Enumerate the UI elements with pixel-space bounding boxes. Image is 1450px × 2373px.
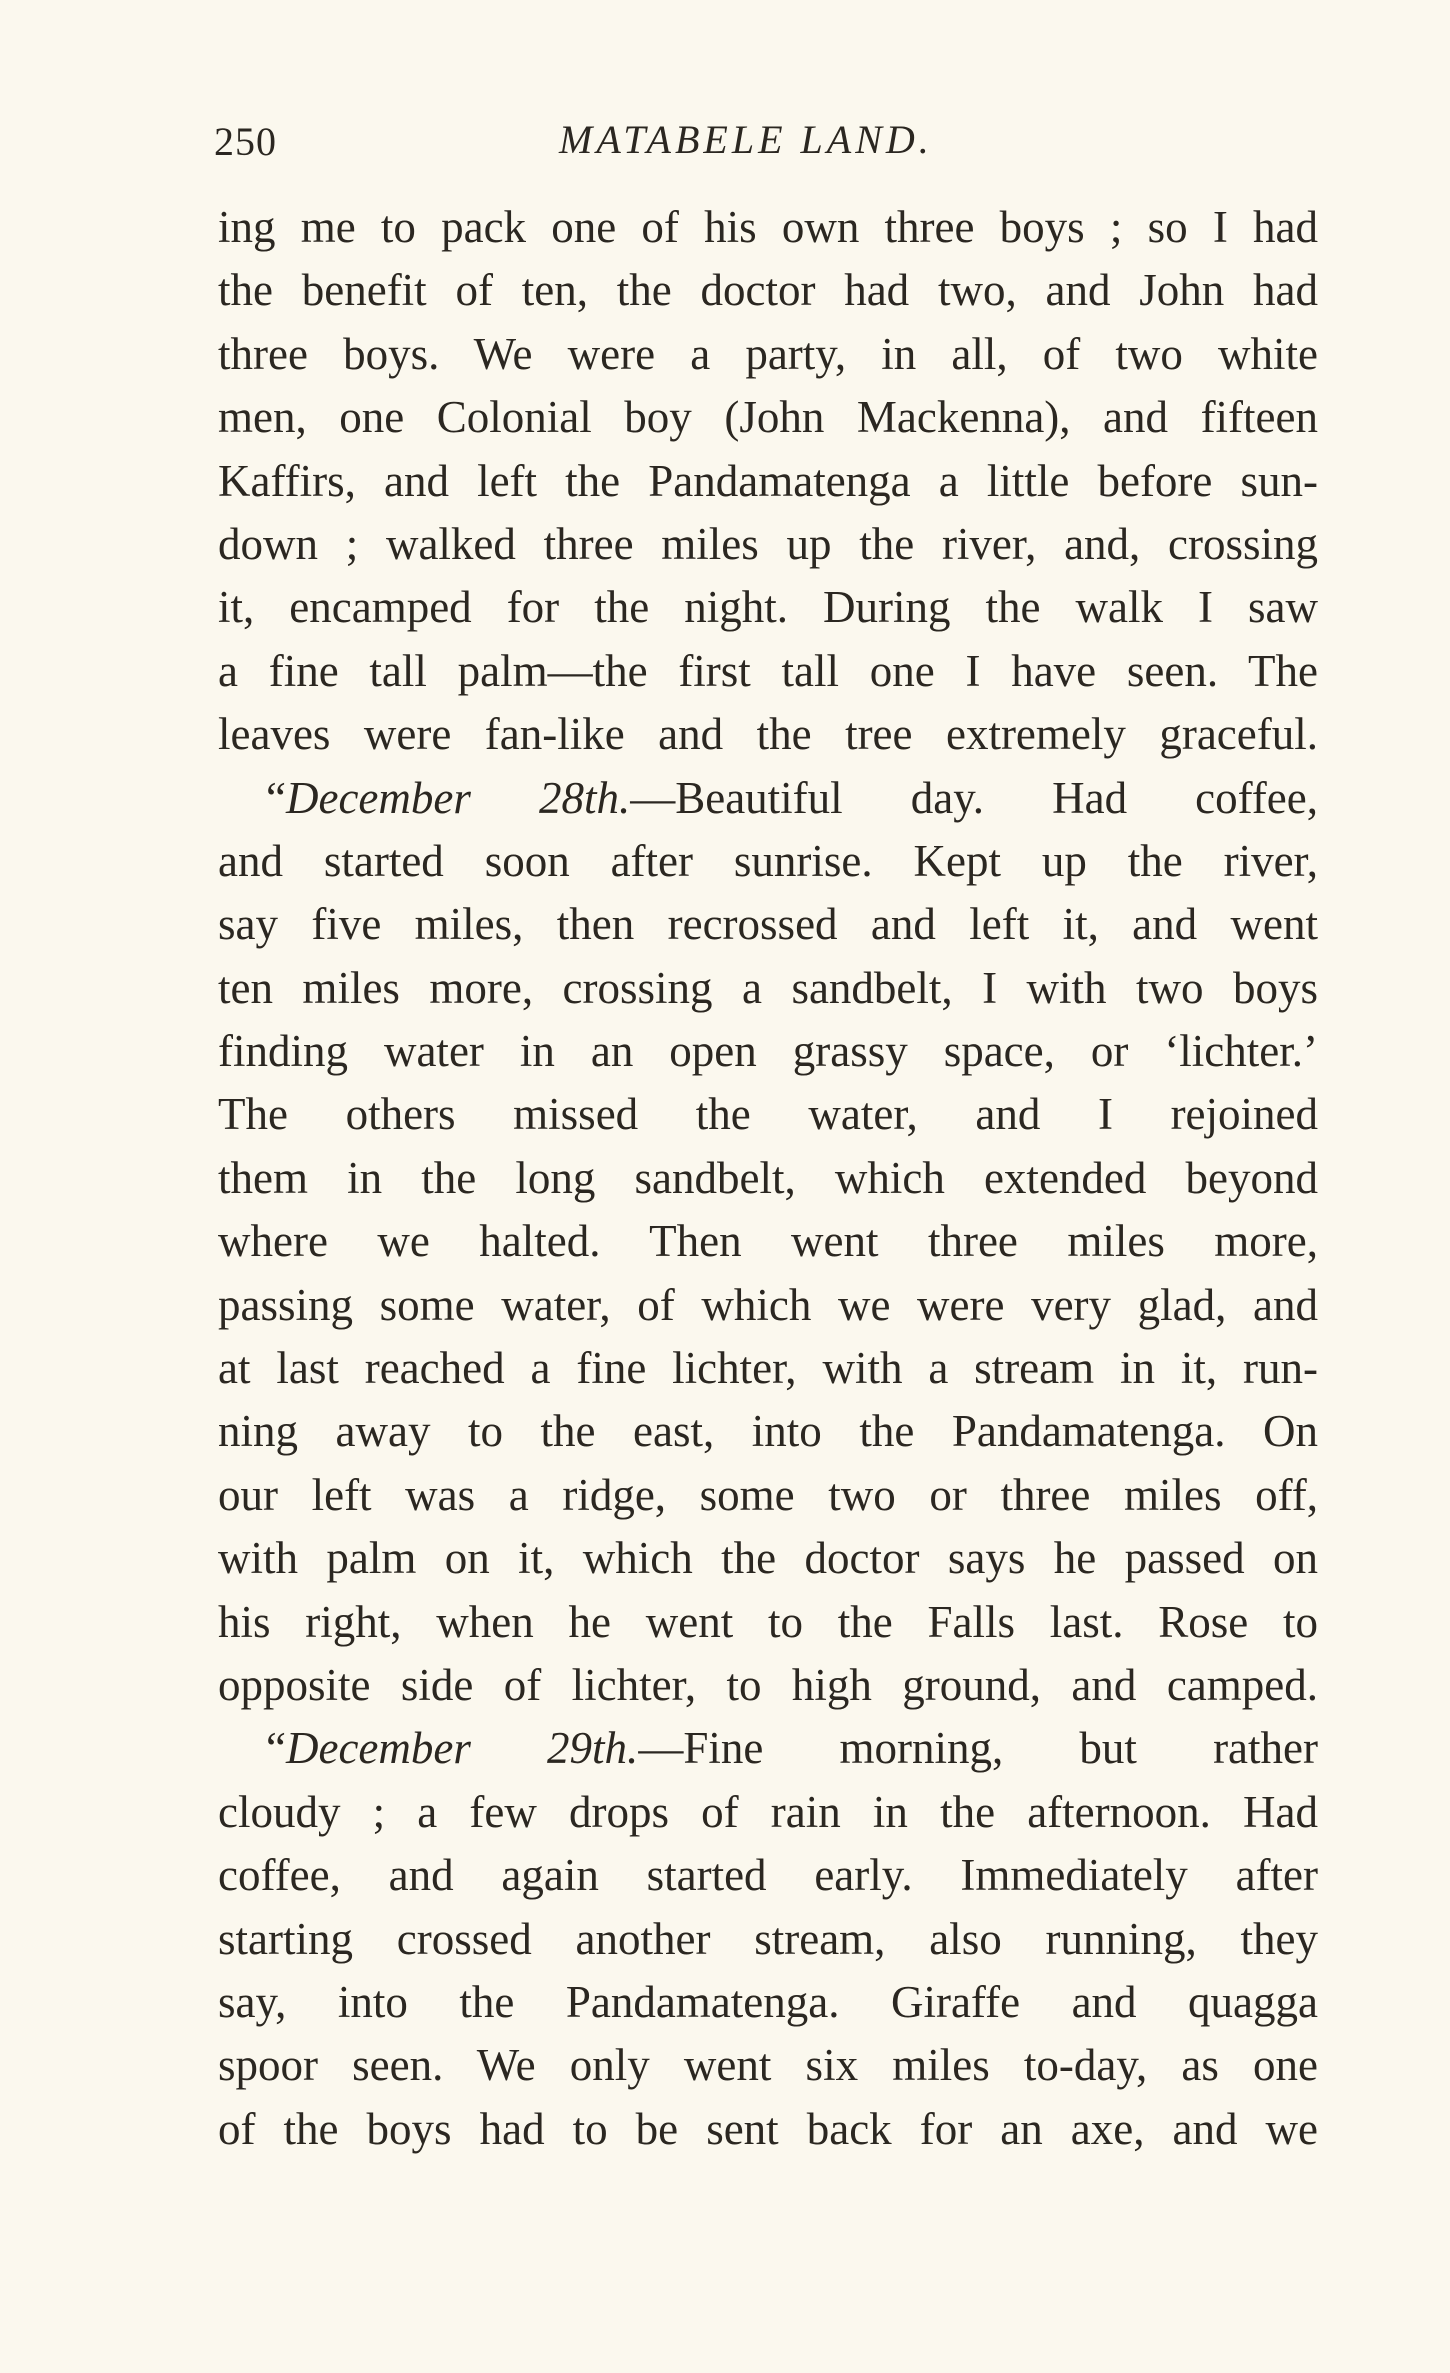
text-line: spoor seen. We only went six miles to-day, as one bbox=[218, 2040, 1318, 2091]
paragraph-opening-text: —Beautiful day. Had coffee, bbox=[630, 772, 1318, 823]
text-line: finding water in an open grassy space, or ‘lichter.’ bbox=[218, 1026, 1318, 1077]
page-number: 250 bbox=[214, 119, 277, 164]
dateline: December 29th. bbox=[285, 1723, 639, 1774]
text-line: his right, when he went to the Falls last. Rose to bbox=[218, 1596, 1318, 1647]
text-line: coffee, and again started early. Immediately after bbox=[218, 1850, 1318, 1901]
text-line: ning away to the east, into the Pandamatenga. On bbox=[218, 1406, 1318, 1457]
text-line: and started soon after sunrise. Kept up the river, bbox=[218, 835, 1318, 886]
paragraph-opening-text: —Fine morning, but rather bbox=[638, 1723, 1318, 1774]
text-line: down ; walked three miles up the river, and, crossing bbox=[218, 518, 1318, 569]
text-line: three boys. We were a party, in all, of two white bbox=[218, 328, 1318, 379]
text-line: men, one Colonial boy (John Mackenna), and fifteen bbox=[218, 392, 1318, 443]
text-line: ten miles more, crossing a sandbelt, I with two boys bbox=[218, 962, 1318, 1013]
open-quote: “ bbox=[266, 772, 286, 823]
text-line: The others missed the water, and I rejoined bbox=[218, 1089, 1318, 1140]
text-line: at last reached a fine lichter, with a stream in it, run- bbox=[218, 1343, 1318, 1394]
text-line: ing me to pack one of his own three boys ; so I had bbox=[218, 202, 1318, 252]
text-line: leaves were fan-like and the tree extremely graceful. bbox=[218, 709, 1318, 760]
paragraph-start-dec-29 bbox=[218, 1717, 1318, 1780]
text-line: it, encamped for the night. During the walk I saw bbox=[218, 582, 1318, 633]
text-line: say five miles, then recrossed and left it, and went bbox=[218, 899, 1318, 950]
running-title: MATABELE LAND. bbox=[559, 117, 933, 162]
dateline: December 28th. bbox=[285, 772, 631, 823]
text-line: our left was a ridge, some two or three miles off, bbox=[218, 1469, 1318, 1520]
open-quote: “ bbox=[266, 1723, 286, 1774]
text-line: cloudy ; a few drops of rain in the afternoon. Had bbox=[218, 1786, 1318, 1837]
text-line: them in the long sandbelt, which extended beyond bbox=[218, 1152, 1318, 1203]
text-line: passing some water, of which we were very glad, and bbox=[218, 1279, 1318, 1330]
text-line: of the boys had to be sent back for an axe, and we bbox=[218, 2103, 1318, 2154]
paragraph-start-dec-28 bbox=[218, 767, 1318, 830]
text-line: where we halted. Then went three miles more, bbox=[218, 1216, 1318, 1267]
text-line: starting crossed another stream, also running, they bbox=[218, 1913, 1318, 1964]
running-head bbox=[214, 110, 1318, 170]
text-line: say, into the Pandamatenga. Giraffe and quagga bbox=[218, 1976, 1318, 2027]
text-line: a fine tall palm—the first tall one I have seen. The bbox=[218, 645, 1318, 696]
body-text bbox=[218, 196, 1318, 2161]
text-line: with palm on it, which the doctor says he passed on bbox=[218, 1533, 1318, 1584]
text-line: Kaffirs, and left the Pandamatenga a little before sun- bbox=[218, 455, 1318, 506]
text-line: the benefit of ten, the doctor had two, and John had bbox=[218, 265, 1318, 316]
text-line: opposite side of lichter, to high ground, and camped. bbox=[218, 1659, 1318, 1710]
